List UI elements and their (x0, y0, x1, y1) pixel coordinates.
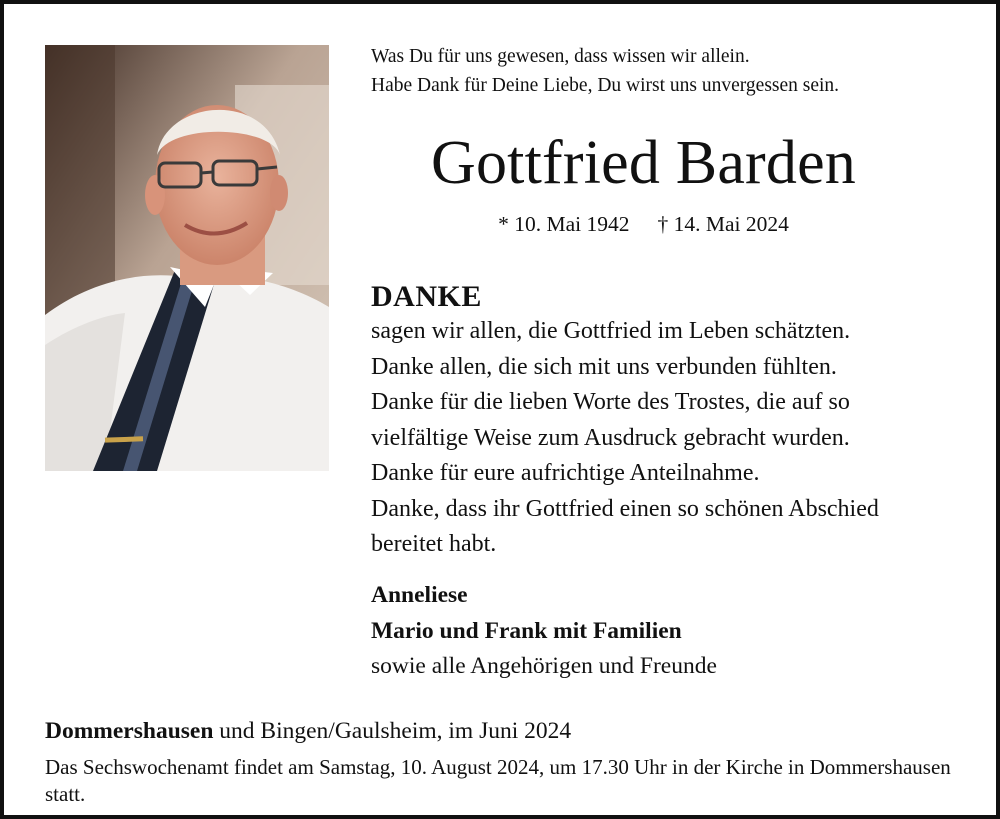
death-date: † 14. Mai 2024 (657, 212, 789, 236)
quote-line-1: Was Du für uns gewesen, dass wissen wir allein. (371, 46, 750, 67)
thanks-line: Danke, dass ihr Gottfried einen so schönen Abschied (371, 495, 879, 522)
memorial-service-notice: Das Sechswochenamt findet am Samstag, 10. August 2024, um 17.30 Uhr in der Kirche in Dommershausen statt. (45, 755, 951, 806)
town-name: Dommershausen (45, 718, 214, 744)
mourners-list (371, 578, 991, 685)
thanks-line: vielfältige Weise zum Ausdruck gebracht wurden. (371, 424, 850, 451)
thanks-line: Danke für eure aufrichtige Anteilnahme. (371, 460, 760, 486)
deceased-name: Gottfried Barden (431, 129, 856, 197)
thanks-text (371, 314, 991, 563)
portrait-photo (45, 45, 329, 471)
thanks-line: Danke allen, die sich mit uns verbunden fühlten. (371, 353, 837, 380)
mourner-others: sowie alle Angehörigen und Freunde (371, 653, 717, 679)
birth-date: * 10. Mai 1942 (498, 212, 630, 236)
thanks-line: sagen wir allen, die Gottfried im Leben schätzten. (371, 318, 851, 344)
thanks-line: bereitet habt. (371, 531, 497, 557)
thanks-heading: DANKE (371, 280, 482, 313)
life-dates (371, 208, 916, 240)
mourner-spouse: Anneliese (371, 582, 468, 608)
memorial-quote (371, 42, 971, 100)
thanks-line: Danke für die lieben Worte des Trostes, die auf so (371, 389, 850, 415)
quote-line-2: Habe Dank für Deine Liebe, Du wirst uns unvergessen sein. (371, 75, 840, 96)
mourner-children: Mario und Frank mit Familien (371, 617, 682, 644)
place-and-date (45, 714, 985, 748)
place-rest: und Bingen/Gaulsheim, im Juni 2024 (213, 718, 572, 744)
